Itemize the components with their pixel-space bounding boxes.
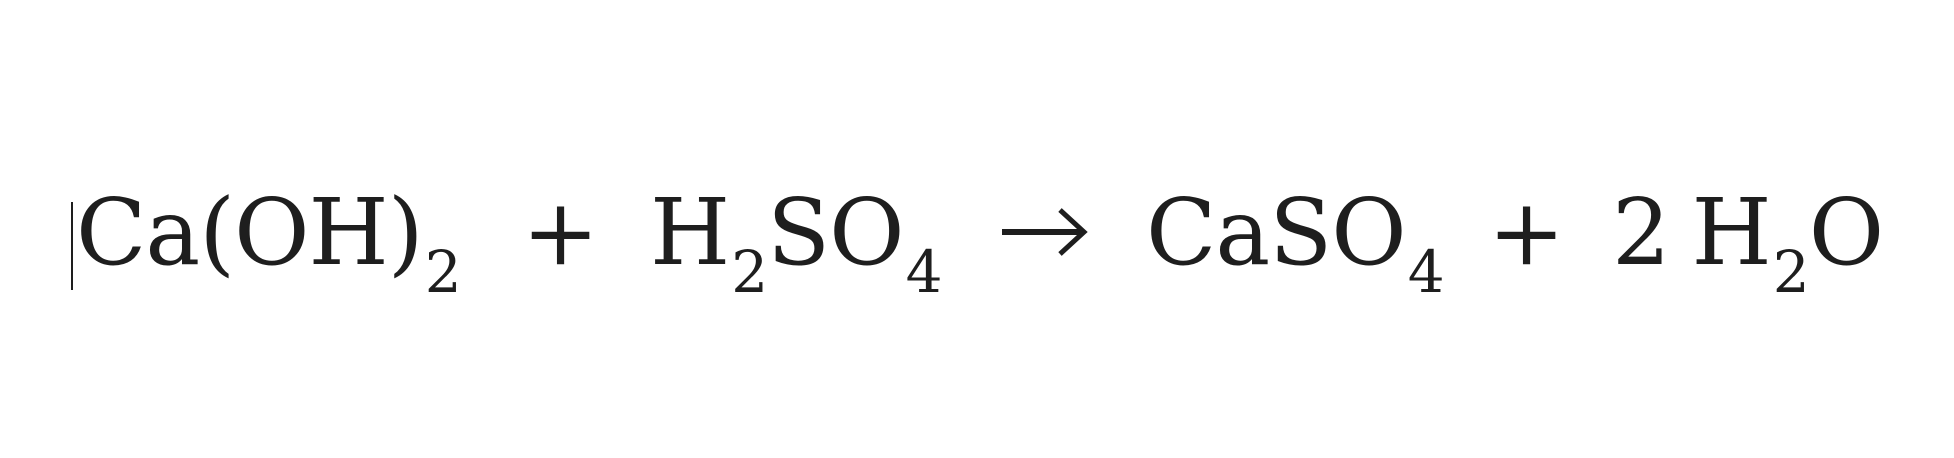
reactant-calcium-hydroxide-subscript: 2 [424,238,461,306]
product-calcium-sulfate-base: CaSO [1146,179,1406,286]
product-water [1612,178,1884,306]
product-water-subscript: 2 [1772,238,1809,306]
plus-sign: + [522,179,600,286]
reactant-calcium-hydroxide [76,178,461,306]
reactant-sulfuric-acid [650,178,942,306]
reactant-sulfuric-acid-sulfate: SO [767,179,904,286]
reactant-calcium-hydroxide-base: Ca(OH) [76,179,423,286]
product-water-hydrogen: H [1691,179,1771,286]
product-water-oxygen: O [1808,179,1884,286]
reactant-sulfuric-acid-subscript-h: 2 [731,238,768,306]
plus-sign-2: + [1488,179,1566,286]
product-water-coefficient: 2 [1612,179,1670,286]
reactant-sulfuric-acid-hydrogen: H [650,179,730,286]
product-calcium-sulfate-subscript: 4 [1407,238,1444,306]
reaction-arrow-icon [1000,206,1092,258]
reactant-sulfuric-acid-subscript-o: 4 [905,238,942,306]
text-cursor [71,202,73,290]
product-calcium-sulfate [1146,178,1444,306]
